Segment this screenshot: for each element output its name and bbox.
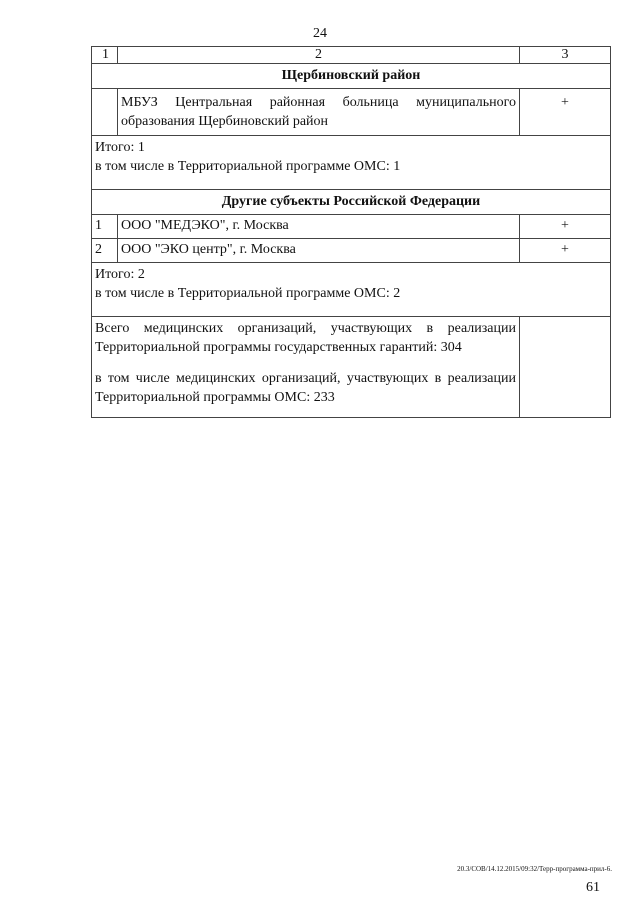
organization-name: ООО "ЭКО центр", г. Москва (118, 239, 520, 263)
grand-total-empty-cell (520, 317, 611, 418)
document-reference-footer: 20.3/СОВ/14.12.2015/09:32/Терр-программа-прил-6. (457, 865, 612, 873)
oms-participation-mark: + (520, 215, 611, 239)
section-heading-row (92, 64, 611, 89)
section-total-row (92, 136, 611, 190)
table-row (92, 89, 611, 136)
section-heading-row (92, 190, 611, 215)
oms-participation-mark: + (520, 89, 611, 136)
table-header-row (92, 47, 611, 64)
grand-total-row (92, 317, 611, 418)
oms-participation-mark: + (520, 239, 611, 263)
row-number (92, 89, 118, 136)
table-row (92, 239, 611, 263)
page-number-bottom: 61 (586, 880, 600, 895)
total-oms-count: в том числе в Территориальной программе ОМС: 2 (95, 286, 401, 301)
grand-total-all: Всего медицинских организаций, участвующих в реализации Территориальной программы государственных гарантий: 304 (95, 321, 516, 355)
row-number: 1 (92, 215, 118, 239)
grand-total-oms: в том числе медицинских организаций, участвующих в реализации Территориальной программы ОМС: 233 (95, 371, 516, 405)
header-col-1: 1 (92, 47, 118, 64)
total-oms-count: в том числе в Территориальной программе ОМС: 1 (95, 159, 401, 174)
grand-total-spacer (95, 357, 516, 369)
table-row (92, 215, 611, 239)
organization-name: ООО "МЕДЭКО", г. Москва (118, 215, 520, 239)
page-number-top: 24 (313, 26, 327, 41)
section-total (92, 136, 611, 190)
section-title: Другие субъекты Российской Федерации (92, 190, 611, 215)
total-count: Итого: 2 (95, 267, 145, 282)
header-col-3: 3 (520, 47, 611, 64)
organization-name: МБУЗ Центральная районная больница муниципального образования Щербиновский район (118, 89, 520, 136)
header-col-2: 2 (118, 47, 520, 64)
grand-total (92, 317, 520, 418)
total-count: Итого: 1 (95, 140, 145, 155)
section-title: Щербиновский район (92, 64, 611, 89)
section-total (92, 263, 611, 317)
section-total-row (92, 263, 611, 317)
organizations-table (91, 46, 611, 418)
row-number: 2 (92, 239, 118, 263)
